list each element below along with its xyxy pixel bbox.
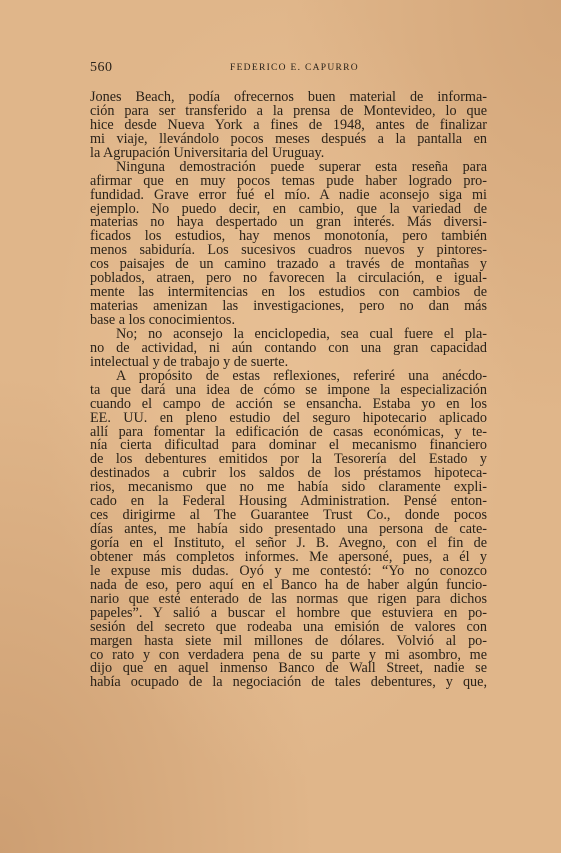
text-line: mente las intermitencias en los estudios con cambios de [90,284,487,301]
text-line: días antes, me había sido presentado una persona de cate- [90,521,487,538]
text-line: la Agrupación Universitaria del Uruguay. [90,144,325,161]
text-line: ces dirigirme al The Guarantee Trust Co., donde pocos [90,507,487,524]
text-line: fundidad. Grave error fué el mío. A nadie aconsejo siga mi [90,186,487,203]
text-line: poblados, atraen, pero no favorecen la circulación, e igual- [90,270,487,287]
body-text [90,91,487,690]
running-head-author: FEDERICO E. CAPURRO [230,63,359,73]
text-line: margen hasta siete mil millones de dólares. Volvió al po- [90,632,487,649]
text-line: rios, mecanismo que no me había sido claramente expli- [90,479,487,496]
text-line: ficados los estudios, hay menos monotonía, pero también [90,228,487,245]
text-line: A propósito de estas reflexiones, referiré una anécdo- [116,367,487,384]
text-line: obtener más completos informes. Me apersoné, pues, a él y [90,548,487,565]
text-line: menos sabiduría. Los sucesivos cuadros nuevos y pintores- [90,242,487,259]
running-head [90,60,499,78]
text-line: allí para fomentar la edificación de casas económicas, y te- [90,423,487,440]
text-line: afirmar que en muy pocos temas pude haber logrado pro- [90,172,487,189]
text-line: No; no aconsejo la enciclopedia, sea cual fuere el pla- [116,325,487,342]
text-line: dijo que en aquel inmenso Banco de Wall Street, nadie se [90,660,487,677]
text-line: ción para ser transferido a la prensa de Montevideo, lo que [90,102,487,119]
text-line: intelectual y de trabajo y de suerte. [90,353,289,370]
text-line: nía cierta dificultad para dominar el mecanismo financiero [90,437,487,454]
text-line: ta que dará una idea de cómo se impone la especialización [90,381,487,398]
text-line: nario que esté enterado de las normas que rigen para dichos [90,590,487,607]
text-line: ejemplo. No puedo decir, en cambio, que la variedad de [90,200,487,217]
text-line: Ninguna demostración puede superar esta reseña para [116,158,487,175]
text-line: destinados a cubrir los saldos de los préstamos hipoteca- [90,465,487,482]
text-line: cuando el campo de acción se ensancha. Estaba yo en los [90,395,487,412]
text-line: sesión del secreto que rodeaba una emisión de valores con [90,618,487,635]
text-line: co rato y con verdadera pena de su parte y mi asombro, me [90,646,487,663]
text-line: cos paisajes de un camino trazado a través de montañas y [90,256,487,273]
text-line: goría en el Instituto, el señor J. B. Avegno, con el fin de [90,535,487,551]
text-line: mi viaje, llevándolo pocos meses después a la pantalla en [90,130,487,147]
page-number: 560 [90,60,113,75]
text-line: había ocupado de la negociación de tales debentures, y que, [90,674,487,691]
text-line: hice desde Nueva York a fines de 1948, antes de finalizar [90,116,487,133]
text-line: no de actividad, ni aún contando con una gran capacidad [90,339,487,356]
text-line: cado en la Federal Housing Administration. Pensé enton- [90,493,487,510]
text-line: base a los conocimientos. [90,312,235,328]
text-line: nada de eso, pero aquí en el Banco ha de haber algún funcio- [90,576,487,593]
text-line: materias amenizan las investigaciones, pero no dan más [90,298,487,315]
text-line: materias no haya despertado un gran interés. Más diversi- [90,214,487,231]
text-line: le expuse mis dudas. Oyó y me contestó: “Yo no conozco [90,562,487,579]
text-line: de los debentures emitidos por la Tesorería del Estado y [90,451,487,468]
text-line: Jones Beach, podía ofrecernos buen material de informa- [90,89,487,105]
text-line: papeles”. Y salió a buscar el hombre que estuviera en po- [90,604,487,621]
text-line: EE. UU. en pleno estudio del seguro hipotecario aplicado [90,409,487,426]
